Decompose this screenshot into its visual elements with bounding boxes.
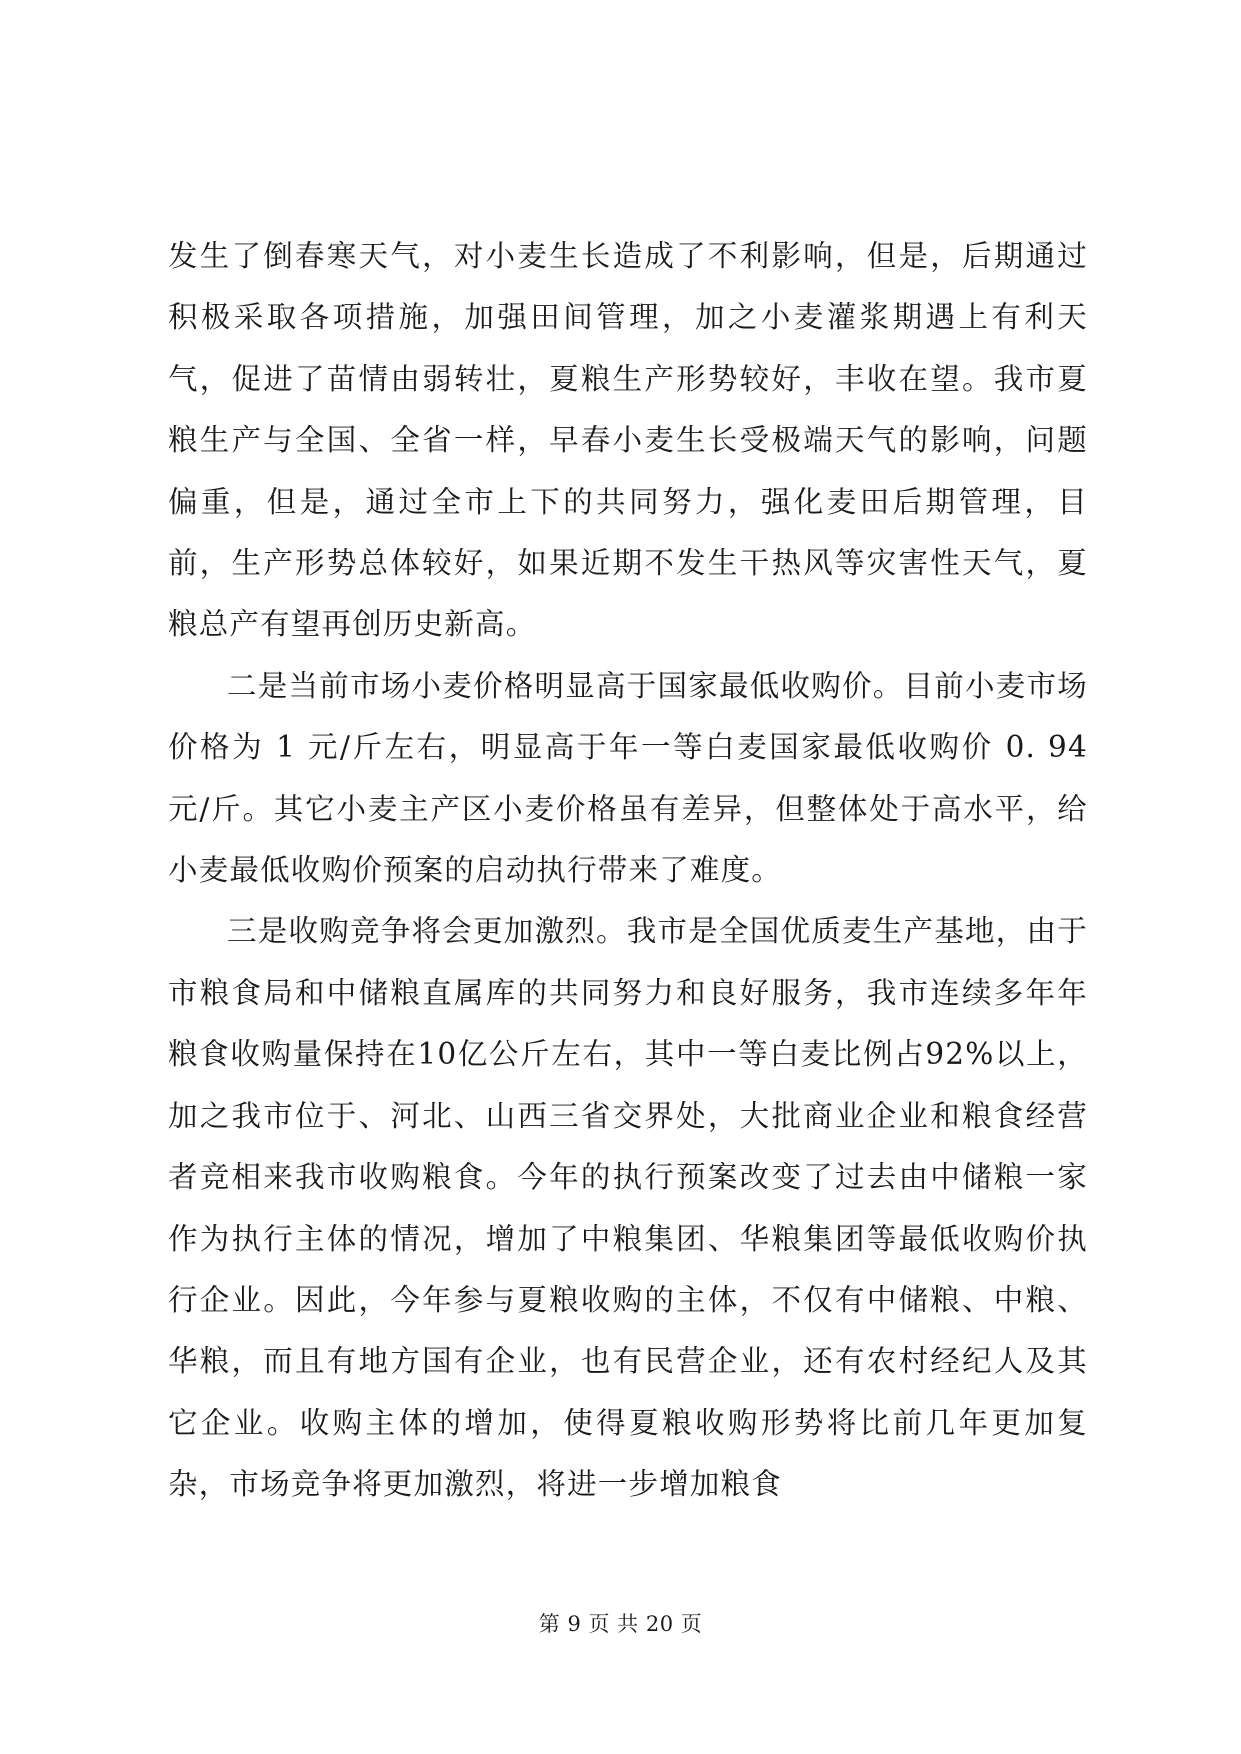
document-body bbox=[168, 226, 1088, 1516]
page-number-footer: 第 9 页 共 20 页 bbox=[538, 1612, 703, 1636]
paragraph-purchase-competition: 三是收购竞争将会更加激烈。我市是全国优质麦生产基地，由于市粮食局和中储粮直属库的共同努力和良好服务，我市连续多年年粮食收购量保持在10亿公斤左右，其中一等白麦比例占92%以上，加之我市位于、河北、山西三省交界处，大批商业企业和粮食经营者竞相来我市收购粮食。今年的执行预案改变了过去由中储粮一家作为执行主体的情况，增加了中粮集团、华粮集团等最低收购价执行企业。因此，今年参与夏粮收购的主体，不仅有中储粮、中粮、华粮，而且有地方国有企业，也有民营企业，还有农村经纪人及其它企业。收购主体的增加，使得夏粮收购形势将比前几年更加复杂，市场竞争将更加激烈，将进一步增加粮食 bbox=[168, 914, 1088, 1502]
paragraph-continuation: 发生了倒春寒天气，对小麦生长造成了不利影响，但是，后期通过积极采取各项措施，加强田间管理，加之小麦灌浆期遇上有利天气，促进了苗情由弱转壮，夏粮生产形势较好，丰收在望。我市夏粮生产与全国、全省一样，早春小麦生长受极端天气的影响，问题偏重，但是，通过全市上下的共同努力，强化麦田后期管理，目前，生产形势总体较好，如果近期不发生干热风等灾害性天气，夏粮总产有望再创历史新高。 bbox=[168, 239, 1088, 642]
paragraph-market-price: 二是当前市场小麦价格明显高于国家最低收购价。目前小麦市场价格为 1 元/斤左右，明显高于年一等白麦国家最低收购价 0. 94 元/斤。其它小麦主产区小麦价格虽有差异，但整体处于高水平，给小麦最低收购价预案的启动执行带来了难度。 bbox=[168, 668, 1088, 888]
